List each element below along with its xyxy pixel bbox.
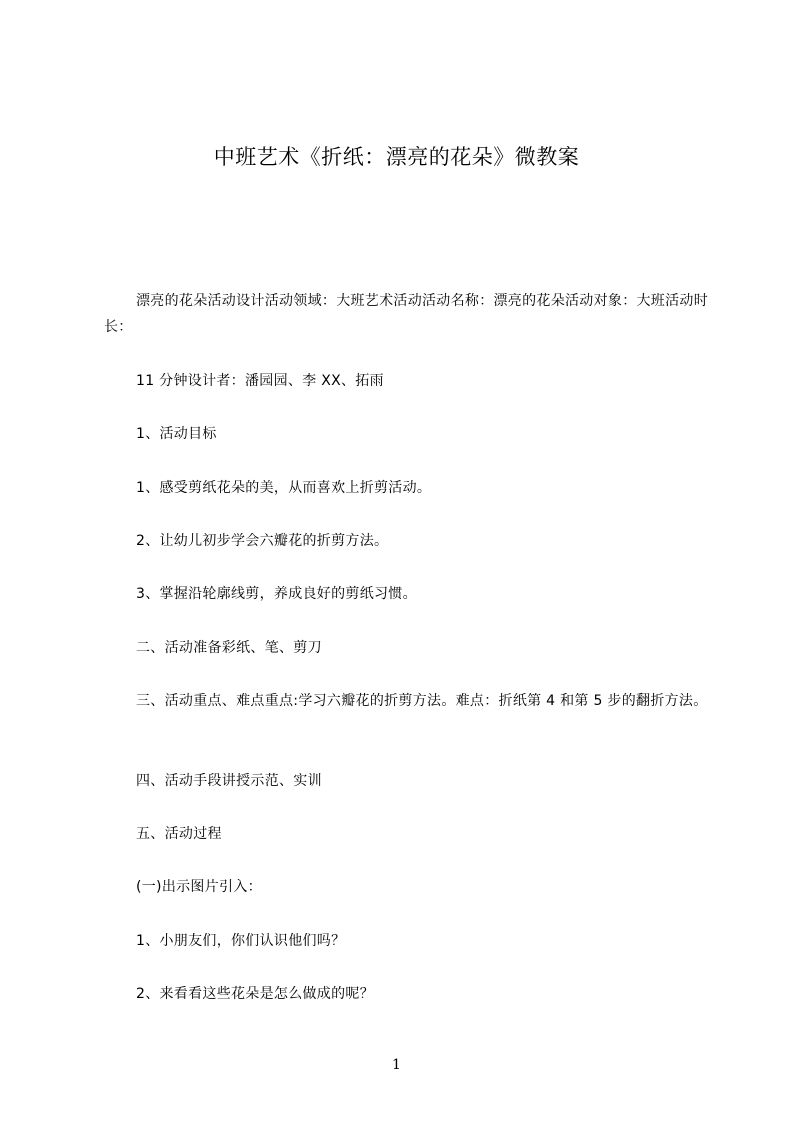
document-title: 中班艺术《折纸：漂亮的花朵》微教案 <box>213 145 580 169</box>
subheading-show-pictures: (一)出示图片引入： <box>136 879 262 895</box>
paragraph-activity-info: 漂亮的花朵活动设计活动领域：大班艺术活动活动名称：漂亮的花朵活动对象：大班活动时长： <box>104 293 708 335</box>
list-item-question-1: 1、小朋友们，你们认识他们吗？ <box>136 933 346 949</box>
list-item-goal-1: 1、感受剪纸花朵的美，从而喜欢上折剪活动。 <box>136 480 432 496</box>
list-item-goal-2: 2、让幼儿初步学会六瓣花的折剪方法。 <box>136 533 389 549</box>
paragraph-designer: 11 分钟设计者：潘园园、李 XX、拓雨 <box>136 373 384 389</box>
page-number: 1 <box>392 1057 401 1073</box>
heading-activity-process: 五、活动过程 <box>136 826 222 842</box>
heading-activity-preparation: 二、活动准备彩纸、笔、剪刀 <box>136 640 322 656</box>
list-item-goal-3: 3、掌握沿轮廓线剪，养成良好的剪纸习惯。 <box>136 586 417 602</box>
paragraph-key-points: 三、活动重点、难点重点:学习六瓣花的折剪方法。难点：折纸第 4 和第 5 步的翻折方法。 <box>136 693 708 709</box>
list-item-question-2: 2、来看看这些花朵是怎么做成的呢？ <box>136 986 375 1002</box>
heading-activity-means: 四、活动手段讲授示范、实训 <box>136 773 322 789</box>
heading-activity-goals: 1、活动目标 <box>136 426 217 442</box>
